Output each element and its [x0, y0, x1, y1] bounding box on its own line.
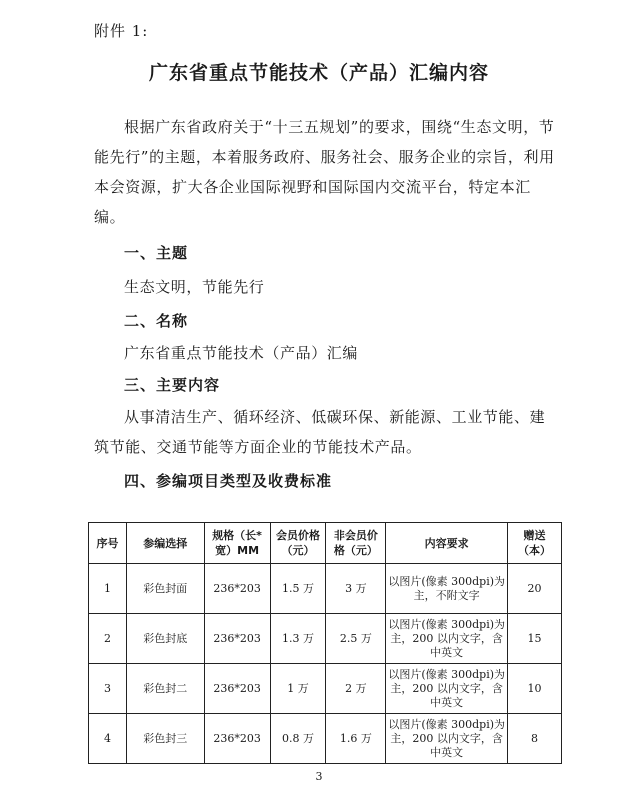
- table-cell: 2 万: [326, 664, 386, 714]
- table-cell: 3: [89, 664, 127, 714]
- table-cell: 1.6 万: [326, 714, 386, 764]
- fee-table: [88, 522, 562, 764]
- section-body-theme: 生态文明，节能先行: [124, 278, 265, 296]
- table-row: [89, 664, 562, 714]
- table-cell: 以图片(像素 300dpi)为主，200 以内文字，含中英文: [386, 664, 508, 714]
- column-header-option: 参编选择: [126, 523, 204, 564]
- table-cell: 1: [89, 564, 127, 614]
- page-number: 3: [315, 770, 323, 783]
- table-row: [89, 614, 562, 664]
- table-cell: 1 万: [270, 664, 326, 714]
- table-cell: 8: [508, 714, 562, 764]
- table-cell: 2.5 万: [326, 614, 386, 664]
- attachment-label: 附件 1:: [94, 22, 149, 40]
- section-heading-content: 三、主要内容: [124, 376, 221, 394]
- table-cell: 彩色封底: [126, 614, 204, 664]
- table-cell: 彩色封二: [126, 664, 204, 714]
- table-cell: 以图片(像素 300dpi)为主，200 以内文字，含中英文: [386, 614, 508, 664]
- table-row: [89, 564, 562, 614]
- table-cell: 236*203: [204, 614, 270, 664]
- table-cell: 2: [89, 614, 127, 664]
- table-row: [89, 714, 562, 764]
- table-cell: 236*203: [204, 664, 270, 714]
- table-cell: 20: [508, 564, 562, 614]
- table-cell: 15: [508, 614, 562, 664]
- table-cell: 彩色封面: [126, 564, 204, 614]
- section-heading-theme: 一、主题: [124, 244, 189, 262]
- table-cell: 以图片(像素 300dpi)为主，不附文字: [386, 564, 508, 614]
- table-header-row: [89, 523, 562, 564]
- section-heading-name: 二、名称: [124, 312, 189, 330]
- table-cell: 236*203: [204, 564, 270, 614]
- column-header-nonmember-price: 非会员价格（元）: [326, 523, 386, 564]
- table-cell: 4: [89, 714, 127, 764]
- column-header-size: 规格（长*宽）MM: [204, 523, 270, 564]
- table-cell: 1.3 万: [270, 614, 326, 664]
- intro-paragraph: 根据广东省政府关于“十三五规划”的要求，围绕“生态文明，节能先行”的主题，本着服务政府、服务社会、服务企业的宗旨，利用本会资源，扩大各企业国际视野和国际国内交流平台，特定本汇编。: [94, 118, 555, 226]
- column-header-number: 序号: [89, 523, 127, 564]
- table-cell: 以图片(像素 300dpi)为主，200 以内文字，含中英文: [386, 714, 508, 764]
- table-cell: 彩色封三: [126, 714, 204, 764]
- table-cell: 236*203: [204, 714, 270, 764]
- column-header-requirements: 内容要求: [386, 523, 508, 564]
- table-cell: 3 万: [326, 564, 386, 614]
- table-cell: 10: [508, 664, 562, 714]
- column-header-member-price: 会员价格（元）: [270, 523, 326, 564]
- section-body-name: 广东省重点节能技术（产品）汇编: [124, 344, 359, 362]
- table-cell: 1.5 万: [270, 564, 326, 614]
- column-header-gift: 赠送（本）: [508, 523, 562, 564]
- section-body-content: 从事清洁生产、循环经济、低碳环保、新能源、工业节能、建筑节能、交通节能等方面企业的节能技术产品。: [94, 408, 546, 456]
- section-heading-fees: 四、参编项目类型及收费标准: [124, 472, 333, 490]
- table-cell: 0.8 万: [270, 714, 326, 764]
- document-title: 广东省重点节能技术（产品）汇编内容: [148, 62, 489, 84]
